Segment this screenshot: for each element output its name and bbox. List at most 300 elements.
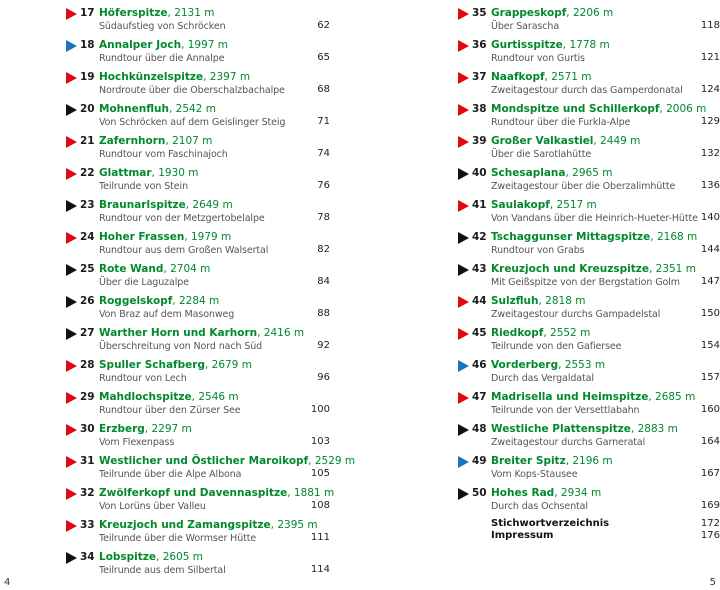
tour-subtitle: Überschreitung von Nord nach Süd (99, 341, 263, 352)
tour-title (491, 263, 696, 275)
tour-number: 45 (472, 327, 487, 339)
red-triangle-marker-icon (66, 8, 77, 20)
tour-number: 24 (80, 231, 95, 243)
tour-sep: , (257, 327, 264, 339)
tour-sep: , (144, 423, 152, 435)
toc-entry[interactable] (66, 164, 330, 196)
tour-title (491, 391, 695, 403)
tour-sep: , (191, 391, 199, 403)
black-triangle-marker-icon (66, 552, 77, 564)
page-number-left: 4 (4, 577, 11, 588)
tour-subtitle: Über die Sarotlahütte (491, 149, 592, 160)
tour-subtitle: Durch das Vergaldatal (491, 373, 594, 384)
tour-title (99, 327, 304, 339)
tour-number: 48 (472, 423, 487, 435)
tour-subtitle: Teilrunde über die Wormser Hütte (99, 533, 257, 544)
tour-altitude: 2965 m (572, 167, 613, 179)
toc-entry[interactable] (66, 196, 330, 228)
red-triangle-marker-icon (458, 136, 469, 148)
blue-triangle-marker-icon (458, 456, 469, 468)
extra-label: Impressum (491, 530, 554, 541)
tour-sep: , (650, 231, 657, 243)
tour-page: 167 (700, 468, 720, 479)
tour-number: 46 (472, 359, 487, 371)
tour-altitude: 2704 m (170, 263, 211, 275)
tour-subtitle: Teilrunde über die Alpe Albona (99, 469, 242, 480)
tour-number: 42 (472, 231, 487, 243)
toc-entry[interactable] (66, 516, 330, 548)
tour-number: 37 (472, 71, 487, 83)
red-triangle-marker-icon (458, 72, 469, 84)
red-triangle-marker-icon (458, 8, 469, 20)
tour-subtitle: Über die Laguzalpe (99, 277, 189, 288)
tour-title (491, 39, 610, 51)
tour-sep: , (203, 71, 210, 83)
tour-altitude: 2297 m (151, 423, 192, 435)
tour-title (99, 199, 233, 211)
tour-number: 25 (80, 263, 95, 275)
black-triangle-marker-icon (66, 296, 77, 308)
toc-entry[interactable] (458, 420, 720, 452)
tour-sep: , (308, 455, 315, 467)
tour-subtitle: Rundtour von der Metzgertobelalpe (99, 213, 265, 224)
tour-subtitle: Von Schröcken auf dem Geislinger Steig (99, 117, 286, 128)
black-triangle-marker-icon (66, 264, 77, 276)
extra-page: 172 (700, 518, 720, 529)
tour-title (491, 103, 706, 115)
tour-name: Mahdlochspitze (99, 391, 192, 403)
tour-title (99, 359, 252, 371)
tour-subtitle: Zweitagestour durchs Garneratal (491, 437, 646, 448)
tour-number: 30 (80, 423, 95, 435)
tour-title (99, 295, 219, 307)
tour-title (99, 391, 239, 403)
tour-page: 68 (317, 84, 330, 95)
toc-entry[interactable] (458, 132, 720, 164)
tour-sep: , (287, 487, 294, 499)
tour-number: 41 (472, 199, 487, 211)
tour-name: Braunarlspitze (99, 199, 186, 211)
tour-altitude: 2351 m (655, 263, 696, 275)
black-triangle-marker-icon (458, 488, 469, 500)
black-triangle-marker-icon (66, 328, 77, 340)
red-triangle-marker-icon (458, 200, 469, 212)
tour-page: 132 (700, 148, 720, 159)
tour-title (99, 135, 212, 147)
tour-altitude: 1778 m (569, 39, 610, 51)
tour-title (491, 7, 613, 19)
tour-subtitle: Nordroute über die Oberschalzbachalpe (99, 85, 285, 96)
black-triangle-marker-icon (458, 424, 469, 436)
tour-sep: , (648, 391, 656, 403)
red-triangle-marker-icon (66, 232, 77, 244)
tour-sep: , (270, 519, 278, 531)
tour-subtitle: Teilrunde von der Versettlabahn (491, 405, 640, 416)
tour-altitude: 2284 m (179, 295, 220, 307)
tour-title (491, 327, 590, 339)
tour-sep: , (181, 39, 188, 51)
tour-page: 169 (700, 500, 720, 511)
tour-number: 47 (472, 391, 487, 403)
tour-name: Schesaplana (491, 167, 566, 179)
tour-name: Westliche Plattenspitze (491, 423, 631, 435)
black-triangle-marker-icon (458, 168, 469, 180)
toc-entry[interactable] (66, 324, 330, 356)
tour-name: Großer Valkastiel (491, 135, 594, 147)
tour-sep: , (168, 103, 176, 115)
toc-entry[interactable] (458, 292, 720, 324)
red-triangle-marker-icon (66, 456, 77, 468)
tour-page: 118 (700, 20, 720, 31)
toc-entry[interactable] (66, 260, 330, 292)
toc-entry[interactable] (458, 228, 720, 260)
tour-name: Warther Horn und Karhorn (99, 327, 258, 339)
tour-number: 29 (80, 391, 95, 403)
tour-subtitle: Vom Kops-Stausee (491, 469, 578, 480)
red-triangle-marker-icon (66, 136, 77, 148)
tour-name: Kreuzjoch und Kreuzspitze (491, 263, 649, 275)
tour-name: Grappeskopf (491, 7, 567, 19)
tour-title (99, 455, 355, 467)
tour-page: 108 (310, 500, 330, 511)
tour-subtitle: Rundtour vom Faschinajoch (99, 149, 228, 160)
tour-page: 62 (317, 20, 330, 31)
tour-sep: , (185, 199, 193, 211)
page-number-right: 5 (709, 577, 716, 588)
toc-entry[interactable] (458, 388, 720, 420)
red-triangle-marker-icon (66, 168, 77, 180)
toc-entry[interactable] (66, 100, 330, 132)
toc-entry[interactable] (458, 452, 720, 484)
tour-name: Tschaggunser Mittagspitze (491, 231, 651, 243)
tour-name: Spuller Schafberg (99, 359, 205, 371)
red-triangle-marker-icon (66, 520, 77, 532)
tour-altitude: 2517 m (556, 199, 597, 211)
toc-entry[interactable] (66, 388, 330, 420)
tour-name: Gurtisspitze (491, 39, 563, 51)
tour-number: 40 (472, 167, 487, 179)
tour-number: 36 (472, 39, 487, 51)
tour-sep: , (165, 135, 173, 147)
tour-name: Annalper Joch (99, 39, 182, 51)
tour-title (491, 455, 613, 467)
tour-name: Glattmar (99, 167, 152, 179)
toc-entry[interactable] (66, 356, 330, 388)
tour-page: 124 (700, 84, 720, 95)
tour-number: 49 (472, 455, 487, 467)
toc-entry[interactable] (66, 484, 335, 516)
red-triangle-marker-icon (66, 424, 77, 436)
tour-sep: , (558, 359, 565, 371)
red-triangle-marker-icon (66, 488, 77, 500)
tour-sep: , (151, 167, 159, 179)
tour-page: 157 (700, 372, 720, 383)
tour-subtitle: Rundtour über die Annalpe (99, 53, 225, 64)
tour-number: 28 (80, 359, 95, 371)
tour-subtitle: Vom Flexenpass (99, 437, 175, 448)
tour-sep: , (565, 455, 573, 467)
tour-subtitle: Rundtour aus dem Großen Walsertal (99, 245, 269, 256)
red-triangle-marker-icon (458, 392, 469, 404)
tour-title (99, 423, 192, 435)
red-triangle-marker-icon (458, 40, 469, 52)
toc-entry[interactable] (458, 260, 720, 292)
tour-page: 65 (317, 52, 330, 63)
tour-page: 164 (700, 436, 720, 447)
tour-page: 114 (310, 564, 330, 575)
toc-entry[interactable] (458, 356, 720, 388)
tour-altitude: 2196 m (572, 455, 613, 467)
tour-subtitle: Zweitagestour durch das Gamperdonatal (491, 85, 683, 96)
tour-title (99, 103, 216, 115)
toc-entry[interactable] (458, 4, 720, 36)
tour-page: 144 (700, 244, 720, 255)
tour-title (99, 167, 199, 179)
tour-title (99, 519, 318, 531)
blue-triangle-marker-icon (66, 40, 77, 52)
tour-number: 33 (80, 519, 95, 531)
tour-sep: , (156, 551, 163, 563)
tour-page: 96 (317, 372, 330, 383)
tour-title (491, 71, 592, 83)
tour-altitude: 2818 m (545, 295, 586, 307)
tour-sep: , (172, 295, 179, 307)
toc-entry[interactable] (66, 452, 356, 484)
tour-number: 34 (80, 551, 95, 563)
toc-extra-impressum[interactable] (491, 530, 720, 543)
tour-number: 43 (472, 263, 487, 275)
tour-title (99, 71, 250, 83)
tour-page: 111 (310, 532, 330, 543)
tour-title (99, 263, 210, 275)
tour-page: 74 (317, 148, 330, 159)
tour-subtitle: Südaufstieg von Schröcken (99, 21, 226, 32)
tour-name: Erzberg (99, 423, 145, 435)
tour-title (491, 167, 612, 179)
toc-entry[interactable] (66, 548, 330, 580)
tour-page: 129 (700, 116, 720, 127)
tour-number: 32 (80, 487, 95, 499)
toc-entry[interactable] (458, 100, 720, 132)
tour-sep: , (167, 7, 175, 19)
tour-altitude: 2206 m (572, 7, 614, 19)
red-triangle-marker-icon (458, 104, 469, 116)
tour-number: 26 (80, 295, 95, 307)
toc-entry[interactable] (66, 68, 330, 100)
tour-subtitle: Teilrunde von den Gafiersee (491, 341, 622, 352)
toc-entry[interactable] (458, 68, 720, 100)
tour-subtitle: Zweitagestour über die Oberzalimhütte (491, 181, 676, 192)
tour-title (99, 231, 231, 243)
tour-name: Kreuzjoch und Zamangspitze (99, 519, 271, 531)
tour-number: 27 (80, 327, 95, 339)
tour-page: 84 (317, 276, 330, 287)
tour-page: 103 (310, 436, 330, 447)
toc-entry[interactable] (66, 420, 330, 452)
tour-name: Hohes Rad (491, 487, 555, 499)
tour-sep: , (204, 359, 212, 371)
tour-sep: , (659, 103, 667, 115)
blue-triangle-marker-icon (458, 360, 469, 372)
tour-title (99, 7, 214, 19)
tour-name: Mondspitze und Schillerkopf (491, 103, 660, 115)
tour-number: 35 (472, 7, 487, 19)
tour-page: 136 (700, 180, 720, 191)
tour-altitude: 1930 m (158, 167, 199, 179)
tour-altitude: 2395 m (277, 519, 318, 531)
tour-page: 78 (317, 212, 330, 223)
tour-altitude: 2416 m (263, 327, 305, 339)
tour-sep: , (543, 327, 551, 339)
tour-subtitle: Zweitagestour durchs Gampadelstal (491, 309, 661, 320)
tour-subtitle: Rundtour von Lech (99, 373, 187, 384)
tour-page: 88 (317, 308, 330, 319)
tour-altitude: 2546 m (198, 391, 239, 403)
tour-number: 38 (472, 103, 487, 115)
tour-page: 71 (317, 116, 330, 127)
black-triangle-marker-icon (458, 232, 469, 244)
tour-number: 31 (80, 455, 95, 467)
tour-subtitle: Durch das Ochsental (491, 501, 588, 512)
tour-altitude: 1881 m (293, 487, 335, 499)
tour-page: 100 (310, 404, 330, 415)
tour-sep: , (565, 167, 573, 179)
tour-sep: , (184, 231, 191, 243)
tour-subtitle: Rundtour von Grabs (491, 245, 585, 256)
tour-page: 147 (700, 276, 720, 287)
tour-title (99, 551, 203, 563)
tour-number: 17 (80, 7, 95, 19)
toc-entry[interactable] (66, 292, 330, 324)
black-triangle-marker-icon (66, 104, 77, 116)
tour-sep: , (163, 263, 171, 275)
tour-sep: , (593, 135, 601, 147)
tour-altitude: 2397 m (209, 71, 251, 83)
tour-name: Breiter Spitz (491, 455, 566, 467)
tour-name: Riedkopf (491, 327, 544, 339)
tour-name: Mohnenfluh (99, 103, 169, 115)
toc-entry[interactable] (458, 164, 720, 196)
extra-label: Stichwortverzeichnis (491, 518, 610, 529)
tour-sep: , (648, 263, 656, 275)
tour-page: 154 (700, 340, 720, 351)
tour-altitude: 2883 m (637, 423, 678, 435)
tour-subtitle: Über Sarascha (491, 21, 560, 32)
tour-number: 18 (80, 39, 95, 51)
tour-page: 160 (700, 404, 720, 415)
tour-number: 23 (80, 199, 95, 211)
tour-altitude: 2529 m (314, 455, 356, 467)
toc-entry[interactable] (458, 484, 720, 516)
red-triangle-marker-icon (458, 296, 469, 308)
red-triangle-marker-icon (66, 72, 77, 84)
tour-altitude: 2571 m (551, 71, 592, 83)
tour-name: Saulakopf (491, 199, 550, 211)
tour-number: 39 (472, 135, 487, 147)
tour-altitude: 2552 m (550, 327, 591, 339)
tour-name: Rote Wand (99, 263, 164, 275)
red-triangle-marker-icon (66, 360, 77, 372)
tour-sep: , (562, 39, 570, 51)
toc-entry[interactable] (458, 324, 720, 356)
tour-altitude: 2542 m (175, 103, 216, 115)
tour-altitude: 2006 m (666, 103, 707, 115)
tour-page: 105 (310, 468, 330, 479)
toc-entry[interactable] (66, 4, 330, 36)
tour-name: Höferspitze (99, 7, 168, 19)
tour-title (491, 423, 678, 435)
toc-entry[interactable] (458, 196, 720, 228)
tour-title (491, 231, 697, 243)
red-triangle-marker-icon (66, 392, 77, 404)
tour-number: 44 (472, 295, 487, 307)
tour-sep: , (544, 71, 552, 83)
toc-entry[interactable] (66, 132, 330, 164)
tour-name: Vorderberg (491, 359, 559, 371)
tour-sep: , (566, 7, 573, 19)
tour-number: 20 (80, 103, 95, 115)
tour-subtitle: Rundtour über den Zürser See (99, 405, 241, 416)
tour-altitude: 2605 m (162, 551, 204, 563)
tour-altitude: 2168 m (656, 231, 698, 243)
tour-number: 21 (80, 135, 95, 147)
tour-name: Zwölferkopf und Davennaspitze (99, 487, 288, 499)
tour-page: 121 (700, 52, 720, 63)
tour-title (491, 359, 605, 371)
tour-number: 22 (80, 167, 95, 179)
tour-subtitle: Teilrunde von Stein (99, 181, 188, 192)
tour-altitude: 2649 m (192, 199, 233, 211)
tour-name: Zafernhorn (99, 135, 166, 147)
tour-name: Naafkopf (491, 71, 545, 83)
tour-sep: , (630, 423, 638, 435)
tour-altitude: 2553 m (564, 359, 606, 371)
tour-altitude: 2107 m (172, 135, 213, 147)
tour-name: Lobspitze (99, 551, 157, 563)
tour-sep: , (554, 487, 561, 499)
tour-altitude: 2131 m (174, 7, 215, 19)
tour-title (491, 199, 597, 211)
tour-sep: , (549, 199, 557, 211)
tour-subtitle: Rundtour von Gurtis (491, 53, 585, 64)
black-triangle-marker-icon (458, 264, 469, 276)
tour-altitude: 1979 m (190, 231, 232, 243)
toc-entry[interactable] (66, 228, 330, 260)
tour-page: 82 (317, 244, 330, 255)
tour-title (491, 135, 640, 147)
tour-title (99, 39, 228, 51)
tour-name: Sulzfluh (491, 295, 539, 307)
toc-entry[interactable] (66, 36, 330, 68)
tour-altitude: 2934 m (560, 487, 602, 499)
tour-title (491, 487, 601, 499)
extra-page: 176 (700, 530, 720, 541)
tour-number: 19 (80, 71, 95, 83)
toc-entry[interactable] (458, 36, 720, 68)
tour-number: 50 (472, 487, 487, 499)
tour-page: 140 (700, 212, 720, 223)
tour-page: 76 (317, 180, 330, 191)
tour-page: 150 (700, 308, 720, 319)
tour-altitude: 2449 m (600, 135, 641, 147)
tour-subtitle: Teilrunde aus dem Silbertal (99, 565, 226, 576)
tour-name: Hochkünzelspitze (99, 71, 204, 83)
tour-name: Roggelskopf (99, 295, 173, 307)
tour-name: Westlicher und Östlicher Maroikopf (99, 455, 309, 467)
tour-altitude: 2679 m (211, 359, 252, 371)
tour-page: 92 (317, 340, 330, 351)
tour-altitude: 1997 m (187, 39, 229, 51)
